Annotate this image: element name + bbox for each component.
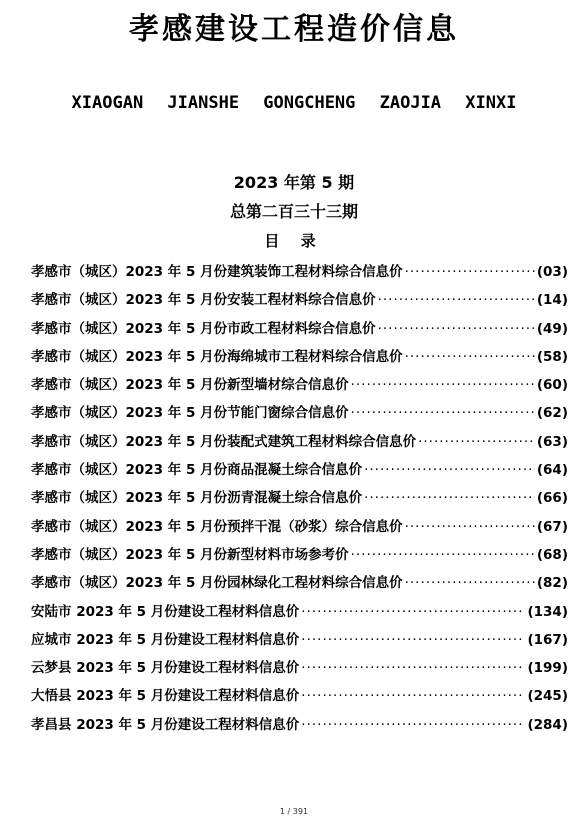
toc-item-title: 大悟县 2023 年 5 月份建设工程材料信息价 — [31, 688, 300, 705]
toc-item-title: 孝感市（城区）2023 年 5 月份装配式建筑工程材料综合信息价 — [31, 433, 417, 450]
toc-item-page: (60) — [536, 377, 568, 394]
toc-item-title: 孝感市（城区）2023 年 5 月份预拌干混（砂浆）综合信息价 — [31, 518, 403, 535]
pinyin-subtitle: XIAOGAN JIANSHE GONGCHENG ZAOJIA XINXI — [71, 93, 517, 113]
toc-item[interactable] — [31, 484, 568, 512]
toc-item-page: (49) — [536, 320, 568, 337]
toc-item[interactable] — [31, 598, 568, 626]
toc-item-page: (67) — [536, 518, 568, 535]
toc-item-title: 云梦县 2023 年 5 月份建设工程材料信息价 — [31, 660, 300, 677]
toc-item-page: (62) — [536, 405, 568, 422]
toc-item-title: 孝感市（城区）2023 年 5 月份新型墙材综合信息价 — [31, 377, 349, 394]
toc-item[interactable] — [31, 343, 568, 371]
toc-item-page: (245) — [527, 688, 568, 705]
toc-dot-leader — [301, 654, 525, 682]
toc-dot-leader — [378, 286, 535, 314]
issue-number: 2023 年第 5 期 — [233, 173, 355, 192]
toc-item[interactable] — [31, 399, 568, 427]
toc-dot-leader — [301, 626, 525, 654]
table-of-contents — [31, 258, 568, 739]
page-indicator: 1 / 391 — [279, 807, 309, 816]
toc-dot-leader — [364, 484, 535, 512]
toc-dot-leader — [405, 513, 535, 541]
toc-dot-leader — [351, 399, 535, 427]
toc-item-title: 孝感市（城区）2023 年 5 月份建筑装饰工程材料综合信息价 — [31, 264, 403, 280]
toc-item[interactable] — [31, 541, 568, 569]
toc-dot-leader — [351, 541, 535, 569]
toc-dot-leader — [405, 569, 535, 597]
toc-item-title: 孝感市（城区）2023 年 5 月份园林绿化工程材料综合信息价 — [31, 575, 403, 592]
toc-item[interactable] — [31, 456, 568, 484]
toc-item[interactable] — [31, 711, 568, 739]
toc-item-page: (82) — [536, 575, 568, 592]
toc-dot-leader — [364, 456, 535, 484]
toc-item-page: (66) — [536, 490, 568, 507]
toc-dot-leader — [301, 598, 525, 626]
toc-item[interactable] — [31, 258, 568, 286]
toc-item[interactable] — [31, 569, 568, 597]
toc-item-title: 孝感市（城区）2023 年 5 月份安装工程材料综合信息价 — [31, 292, 376, 309]
toc-item-page: (03) — [536, 264, 568, 280]
toc-dot-leader — [378, 315, 535, 343]
toc-item[interactable] — [31, 654, 568, 682]
toc-dot-leader — [301, 682, 525, 710]
toc-item-page: (167) — [527, 631, 568, 648]
toc-item[interactable] — [31, 286, 568, 314]
toc-dot-leader — [351, 371, 535, 399]
toc-item-title: 孝感市（城区）2023 年 5 月份沥青混凝土综合信息价 — [31, 490, 363, 507]
toc-item-page: (68) — [536, 546, 568, 563]
toc-item-title: 孝感市（城区）2023 年 5 月份市政工程材料综合信息价 — [31, 320, 376, 337]
total-issue-number: 总第二百三十三期 — [229, 202, 358, 221]
toc-item-page: (63) — [536, 433, 568, 450]
main-title: 孝感建设工程造价信息 — [129, 12, 459, 47]
toc-item[interactable] — [31, 428, 568, 456]
toc-item[interactable] — [31, 513, 568, 541]
toc-item-page: (64) — [536, 462, 568, 479]
toc-item[interactable] — [31, 682, 568, 710]
toc-item[interactable] — [31, 315, 568, 343]
toc-dot-leader — [405, 343, 535, 371]
toc-item-title: 应城市 2023 年 5 月份建设工程材料信息价 — [31, 631, 300, 648]
toc-item-title: 孝感市（城区）2023 年 5 月份商品混凝土综合信息价 — [31, 462, 363, 479]
toc-item-page: (14) — [536, 292, 568, 309]
toc-item[interactable] — [31, 371, 568, 399]
toc-item-title: 孝昌县 2023 年 5 月份建设工程材料信息价 — [31, 716, 300, 733]
toc-item[interactable] — [31, 626, 568, 654]
toc-item-page: (284) — [527, 716, 568, 733]
toc-item-title: 孝感市（城区）2023 年 5 月份新型材料市场参考价 — [31, 546, 349, 563]
toc-heading: 目 录 — [264, 232, 324, 250]
toc-item-page: (134) — [527, 603, 568, 620]
toc-dot-leader — [418, 428, 535, 456]
toc-item-page: (58) — [536, 348, 568, 365]
toc-item-title: 孝感市（城区）2023 年 5 月份节能门窗综合信息价 — [31, 405, 349, 422]
toc-item-title: 安陆市 2023 年 5 月份建设工程材料信息价 — [31, 603, 300, 620]
toc-dot-leader — [405, 258, 535, 286]
toc-item-page: (199) — [527, 660, 568, 677]
toc-item-title: 孝感市（城区）2023 年 5 月份海绵城市工程材料综合信息价 — [31, 348, 403, 365]
toc-dot-leader — [301, 711, 525, 739]
